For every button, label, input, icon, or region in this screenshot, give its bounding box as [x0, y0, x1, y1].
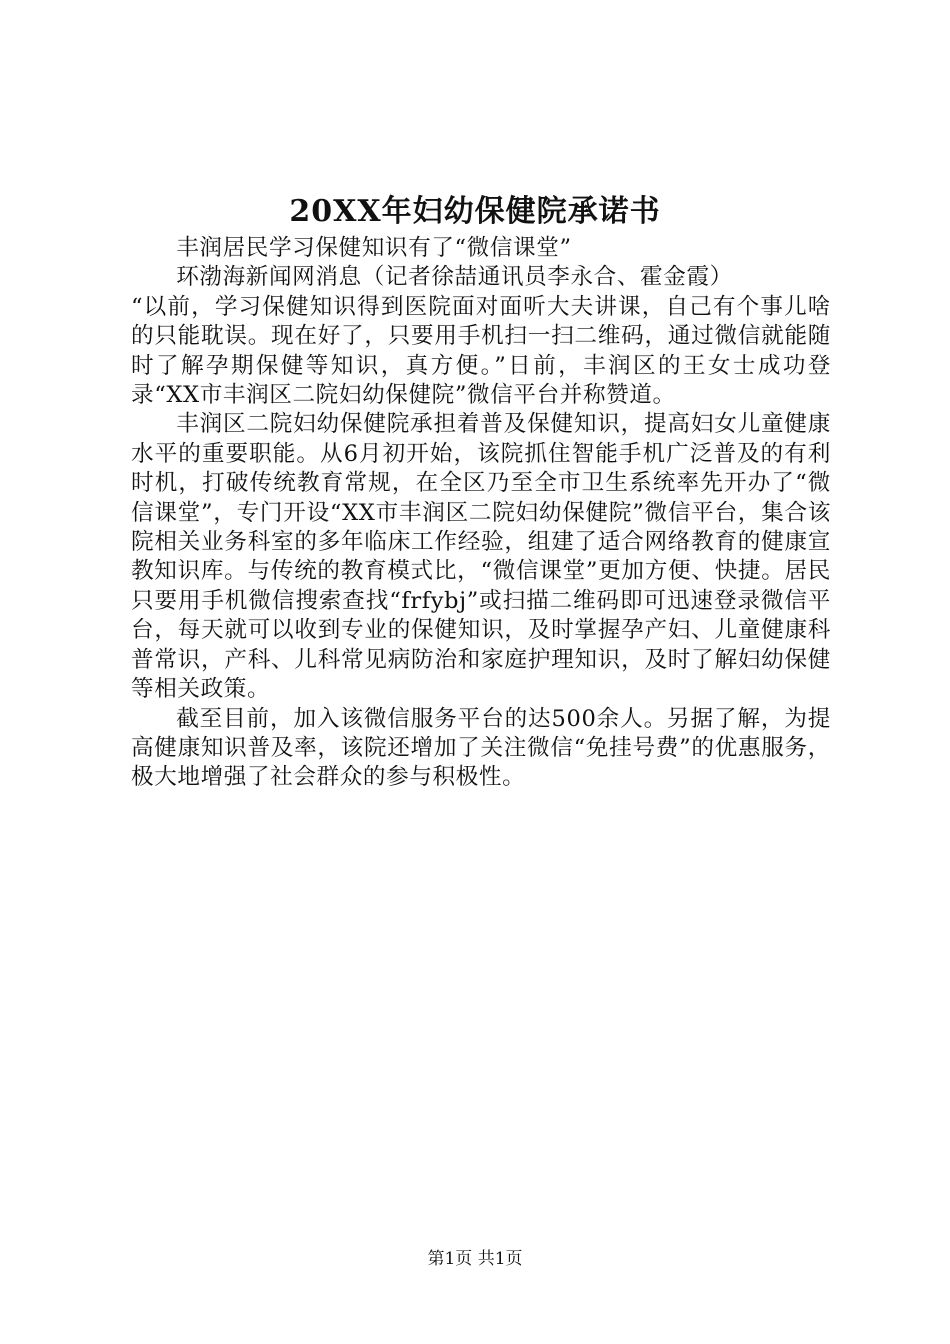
paragraph-main: 丰润区二院妇幼保健院承担着普及保健知识，提高妇女儿童健康水平的重要职能。从6月初开始，该院抓住智能手机广泛普及的有利时机，打破传统教育常规，在全区乃至全市卫生系统率先开办了“微信课堂”，专门开设“XX市丰润区二院妇幼保健院”微信平台，集合该院相关业务科室的多年临床工作经验，组建了适合网络教育的健康宣教知识库。与传统的教育模式比，“微信课堂”更加方便、快捷。居民只要用手机微信搜索查找“frfybj”或扫描二维码即可迅速登录微信平台，每天就可以收到专业的保健知识，及时掌握孕产妇、儿童健康科普常识，产科、儿科常见病防治和家庭护理知识，及时了解妇幼保健等相关政策。 [131, 411, 831, 703]
document-body [131, 234, 831, 793]
page-footer: 第1页 共1页 [427, 1249, 523, 1269]
paragraph-headline: 丰润居民学习保健知识有了“微信课堂” [176, 235, 572, 261]
paragraph-quote: “以前，学习保健知识得到医院面对面听大夫讲课，自己有个事儿啥的只能耽误。现在好了，只要用手机扫一扫二维码，通过微信就能随时了解孕期保健等知识，真方便。”日前，丰润区的王女士成功登录“XX市丰润区二院妇幼保健院”微信平台并称赞道。 [131, 293, 831, 409]
paragraph-source: 环渤海新闻网消息（记者徐喆通讯员李永合、霍金霞） [176, 264, 733, 291]
document-title: 20XX年妇幼保健院承诺书 [289, 194, 661, 229]
paragraph-closing: 截至目前，加入该微信服务平台的达500余人。另据了解，为提高健康知识普及率，该院还增加了关注微信“免挂号费”的优惠服务，极大地增强了社会群众的参与积极性。 [131, 705, 831, 791]
